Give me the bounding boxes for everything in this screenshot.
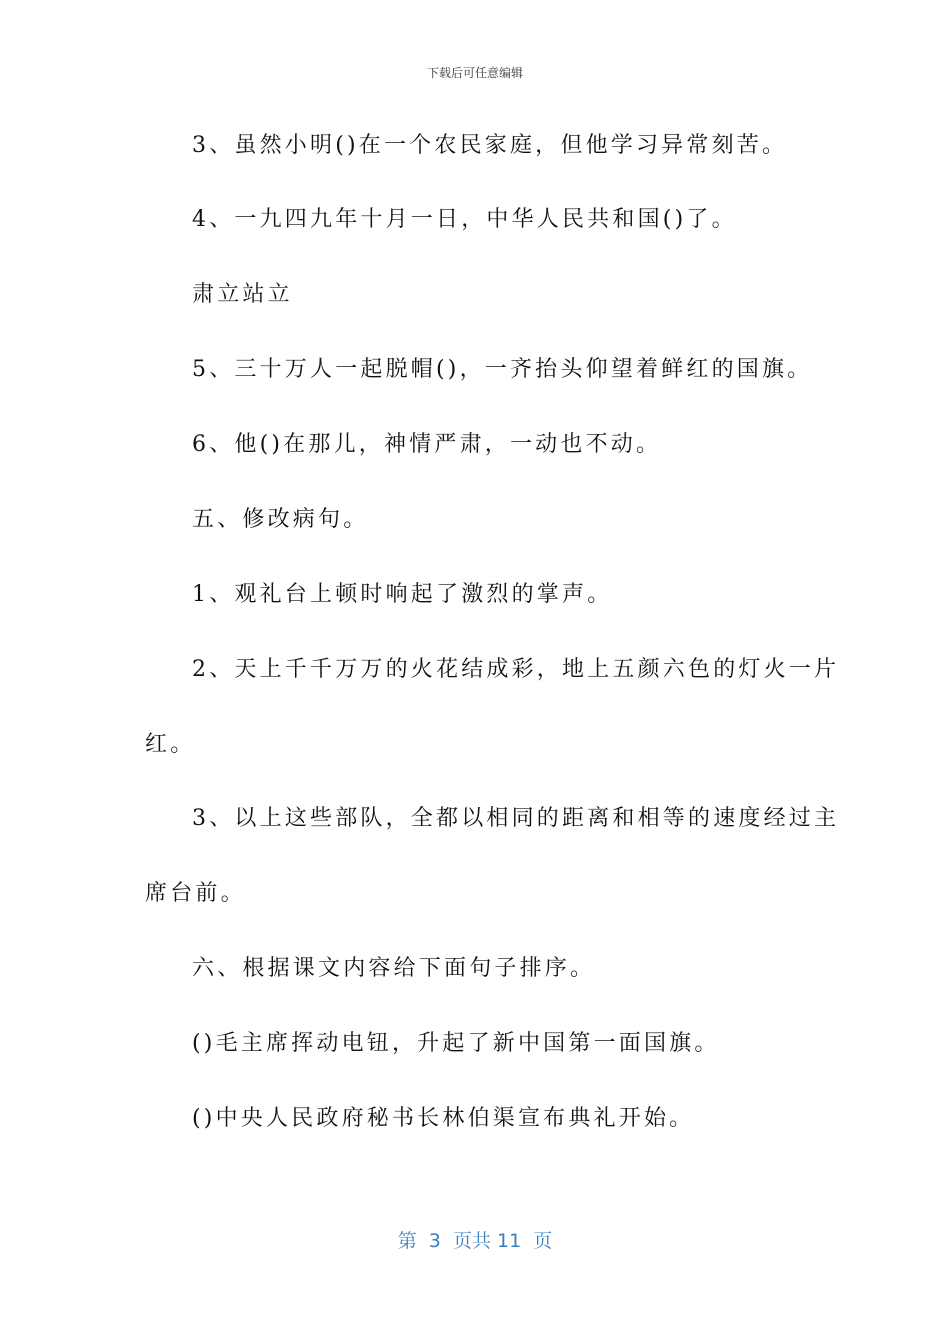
line-question-3a: 3、虽然小明()在一个农民家庭，但他学习异常刻苦。 xyxy=(192,133,788,158)
line-sentence-1: 1、观礼台上顿时响起了激烈的掌声。 xyxy=(192,582,613,607)
line-question-4a: 4、一九四九年十月一日，中华人民共和国()了。 xyxy=(192,207,737,232)
line-sentence-2: 2、天上千千万万的火花结成彩，地上五颜六色的灯火一片 xyxy=(192,657,840,682)
line-question-5: 5、三十万人一起脱帽()，一齐抬头仰望着鲜红的国旗。 xyxy=(192,357,813,382)
line-order-1: ()毛主席挥动电钮，升起了新中国第一面国旗。 xyxy=(192,1031,720,1056)
line-sentence-2-cont: 红。 xyxy=(145,732,196,757)
line-question-6: 6、他()在那儿，神情严肃，一动也不动。 xyxy=(192,432,662,457)
line-word-pair: 肃立站立 xyxy=(192,282,293,307)
page-footer: 第 3 页共 11 页 xyxy=(397,1230,553,1252)
section-heading-6: 六、根据课文内容给下面句子排序。 xyxy=(192,956,596,981)
page-header: 下载后可任意编辑 xyxy=(426,66,523,80)
section-heading-5: 五、修改病句。 xyxy=(192,507,369,532)
line-sentence-3-cont: 席台前。 xyxy=(145,881,246,906)
line-order-2: ()中央人民政府秘书长林伯渠宣布典礼开始。 xyxy=(192,1106,695,1131)
line-sentence-3: 3、以上这些部队，全都以相同的距离和相等的速度经过主 xyxy=(192,806,840,831)
